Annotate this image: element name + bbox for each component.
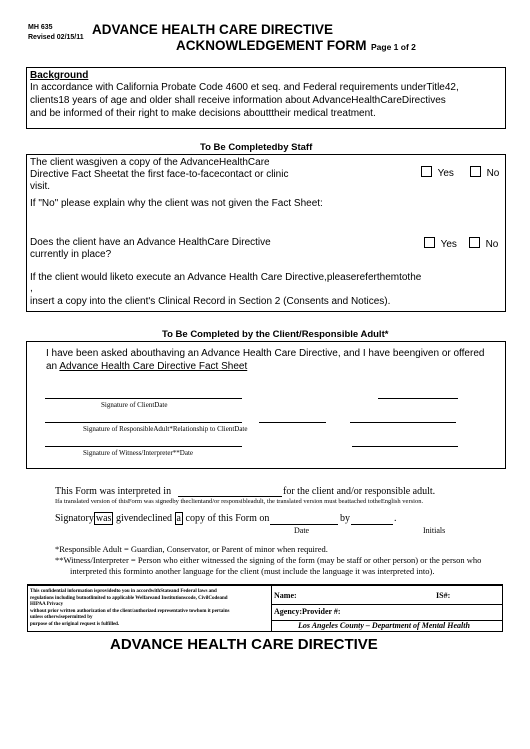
q2-no-option[interactable]	[469, 237, 498, 251]
fact-sheet-link[interactable]: Advance Health Care Directive Fact Sheet	[59, 361, 248, 372]
a-checkbox[interactable]: a	[176, 513, 181, 524]
q2-yes-option[interactable]	[424, 237, 457, 251]
county-name: Los Angeles County – Department of Mental Health	[298, 621, 470, 630]
witness-signature-line[interactable]	[45, 446, 242, 447]
signatory-prefix: Signatory	[55, 513, 94, 524]
staff-heading: To Be Completedby Staff	[200, 142, 313, 153]
bottom-title: ADVANCE HEALTH CARE DIRECTIVE	[110, 636, 378, 653]
interpreted-line	[55, 486, 171, 497]
q1-no-option[interactable]	[470, 166, 499, 180]
conf-line-4: without prior written authorization of the client/authorized representative towhom it pertains	[30, 608, 230, 614]
responsible-adult-signature-line[interactable]	[45, 422, 242, 423]
client-section	[26, 341, 506, 469]
date-label: Date	[294, 526, 310, 535]
footer-row-divider	[271, 604, 502, 605]
staff-section	[26, 154, 506, 312]
q1-line-1: The client wasgiven a copy of the AdvanceHealthCare	[30, 157, 270, 168]
footnote-witness-1: **Witness/Interpreter = Person who either witnessed the signing of the form (may be staff or other person) or the person who	[55, 555, 482, 565]
revised-date: Revised 02/15/11	[28, 34, 84, 41]
ack-line-2	[46, 361, 247, 373]
period: .	[394, 513, 397, 524]
q2-line-2: currently in place?	[30, 249, 112, 260]
interpreted-prefix: This Form was interpreted in	[55, 486, 172, 497]
client-date-line[interactable]	[378, 398, 458, 399]
conf-line-3: HIPAA Privacy	[30, 602, 64, 607]
client-signature-line[interactable]	[45, 398, 242, 399]
signatory-line	[55, 513, 269, 524]
relationship-line[interactable]	[259, 422, 326, 423]
given-declined: givendeclined	[113, 513, 175, 524]
q3-dot: ,	[30, 283, 33, 294]
ack-line-1: I have been asked abouthaving an Advance Health Care Directive, and I have beengiven or offered	[46, 348, 485, 359]
q1-no-checkbox[interactable]	[470, 166, 481, 177]
title-line-1: ADVANCE HEALTH CARE DIRECTIVE	[92, 22, 334, 37]
q1-no-label: No	[486, 168, 500, 179]
background-line-3: and be informed of their right to make decisions aboutttheir medical treatment.	[30, 108, 376, 119]
sig1-label: Signature of ClientDate	[101, 401, 168, 409]
conf-line-6: purpose of the original request is fulfilled.	[30, 621, 120, 627]
q1-yes-label: Yes	[437, 168, 454, 179]
conf-line-2: regulations including butnotlimited to applicable Welfareand Institutionscode, CivilCodeand	[30, 595, 228, 601]
q2-line-1: Does the client have an Advance HealthCare Directive	[30, 237, 271, 248]
is-number-label: IS#:	[436, 591, 451, 600]
copy-date-line[interactable]	[270, 524, 338, 525]
name-label: Name:	[274, 591, 297, 600]
footnote-witness-2: interpreted this forminto another language for the client (must include the language it was interpreted into).	[70, 566, 435, 576]
footer-divider	[271, 586, 272, 632]
ack-line-2-prefix: an	[46, 361, 60, 372]
title-line-2: ACKNOWLEDGEMENT FORM	[176, 38, 367, 53]
initials-label: Initials	[423, 526, 446, 535]
sig2-label: Signature of ResponsibleAdult*Relationship to ClientDate	[83, 425, 248, 433]
translation-note: Ifa translated version of thisForm was signedby theclientand/or responsibleadult, the translated version must beattached totheEnglish version.	[55, 498, 424, 505]
confidentiality-notice	[30, 589, 266, 628]
by-label: by	[340, 513, 350, 524]
footer-box	[27, 584, 503, 632]
footnote-responsible-adult: *Responsible Adult = Guardian, Conservator, or Parent of minor when required.	[55, 544, 328, 554]
q3-line-1: If the client would liketo execute an Advance Health Care Directive,pleasereferthemtothe	[30, 272, 422, 283]
q1-line-2: Directive Fact Sheetat the first face-to-facecontact or clinic	[30, 169, 289, 180]
q2-yes-checkbox[interactable]	[424, 237, 435, 248]
language-line[interactable]	[178, 496, 282, 497]
interpreted-suffix: for the client and/or responsible adult.	[283, 486, 436, 497]
conf-line-5: unless otherwisepermitted by	[30, 615, 93, 620]
adult-date-line[interactable]	[350, 422, 456, 423]
conf-line-1: This confidential information isprovidedto you in accordwithStateand Federal laws and	[30, 589, 217, 594]
background-line-2: clients18 years of age and older shall receive information about AdvanceHealthCareDirectives	[30, 95, 446, 106]
q2-no-label: No	[485, 239, 499, 250]
agency-provider-label: Agency:Provider #:	[274, 607, 341, 616]
q2-no-checkbox[interactable]	[469, 237, 480, 248]
form-code: MH 635	[28, 24, 53, 31]
q1-line-3: visit.	[30, 181, 50, 192]
background-heading: Background	[30, 70, 89, 81]
background-section	[26, 67, 506, 129]
if-no-explain: If "No" please explain why the client was not given the Fact Sheet:	[30, 198, 323, 209]
q1-yes-checkbox[interactable]	[421, 166, 432, 177]
page-number: Page 1 of 2	[371, 42, 416, 52]
initials-line[interactable]	[351, 524, 393, 525]
q3-line-2: insert a copy into the client's Clinical Record in Section 2 (Consents and Notices).	[30, 296, 391, 307]
sig3-label: Signature of Witness/Interpreter**Date	[83, 449, 193, 457]
witness-date-line[interactable]	[352, 446, 458, 447]
background-line-1: In accordance with California Probate Code 4600 et seq. and Federal requirements underTitle42,	[30, 82, 459, 93]
q2-yes-label: Yes	[440, 239, 457, 250]
q1-yes-option[interactable]	[421, 166, 454, 180]
signatory-mid: copy of this Form on	[183, 513, 270, 524]
client-heading: To Be Completed by the Client/Responsible Adult*	[162, 329, 389, 340]
was-checkbox[interactable]: was	[95, 513, 112, 524]
